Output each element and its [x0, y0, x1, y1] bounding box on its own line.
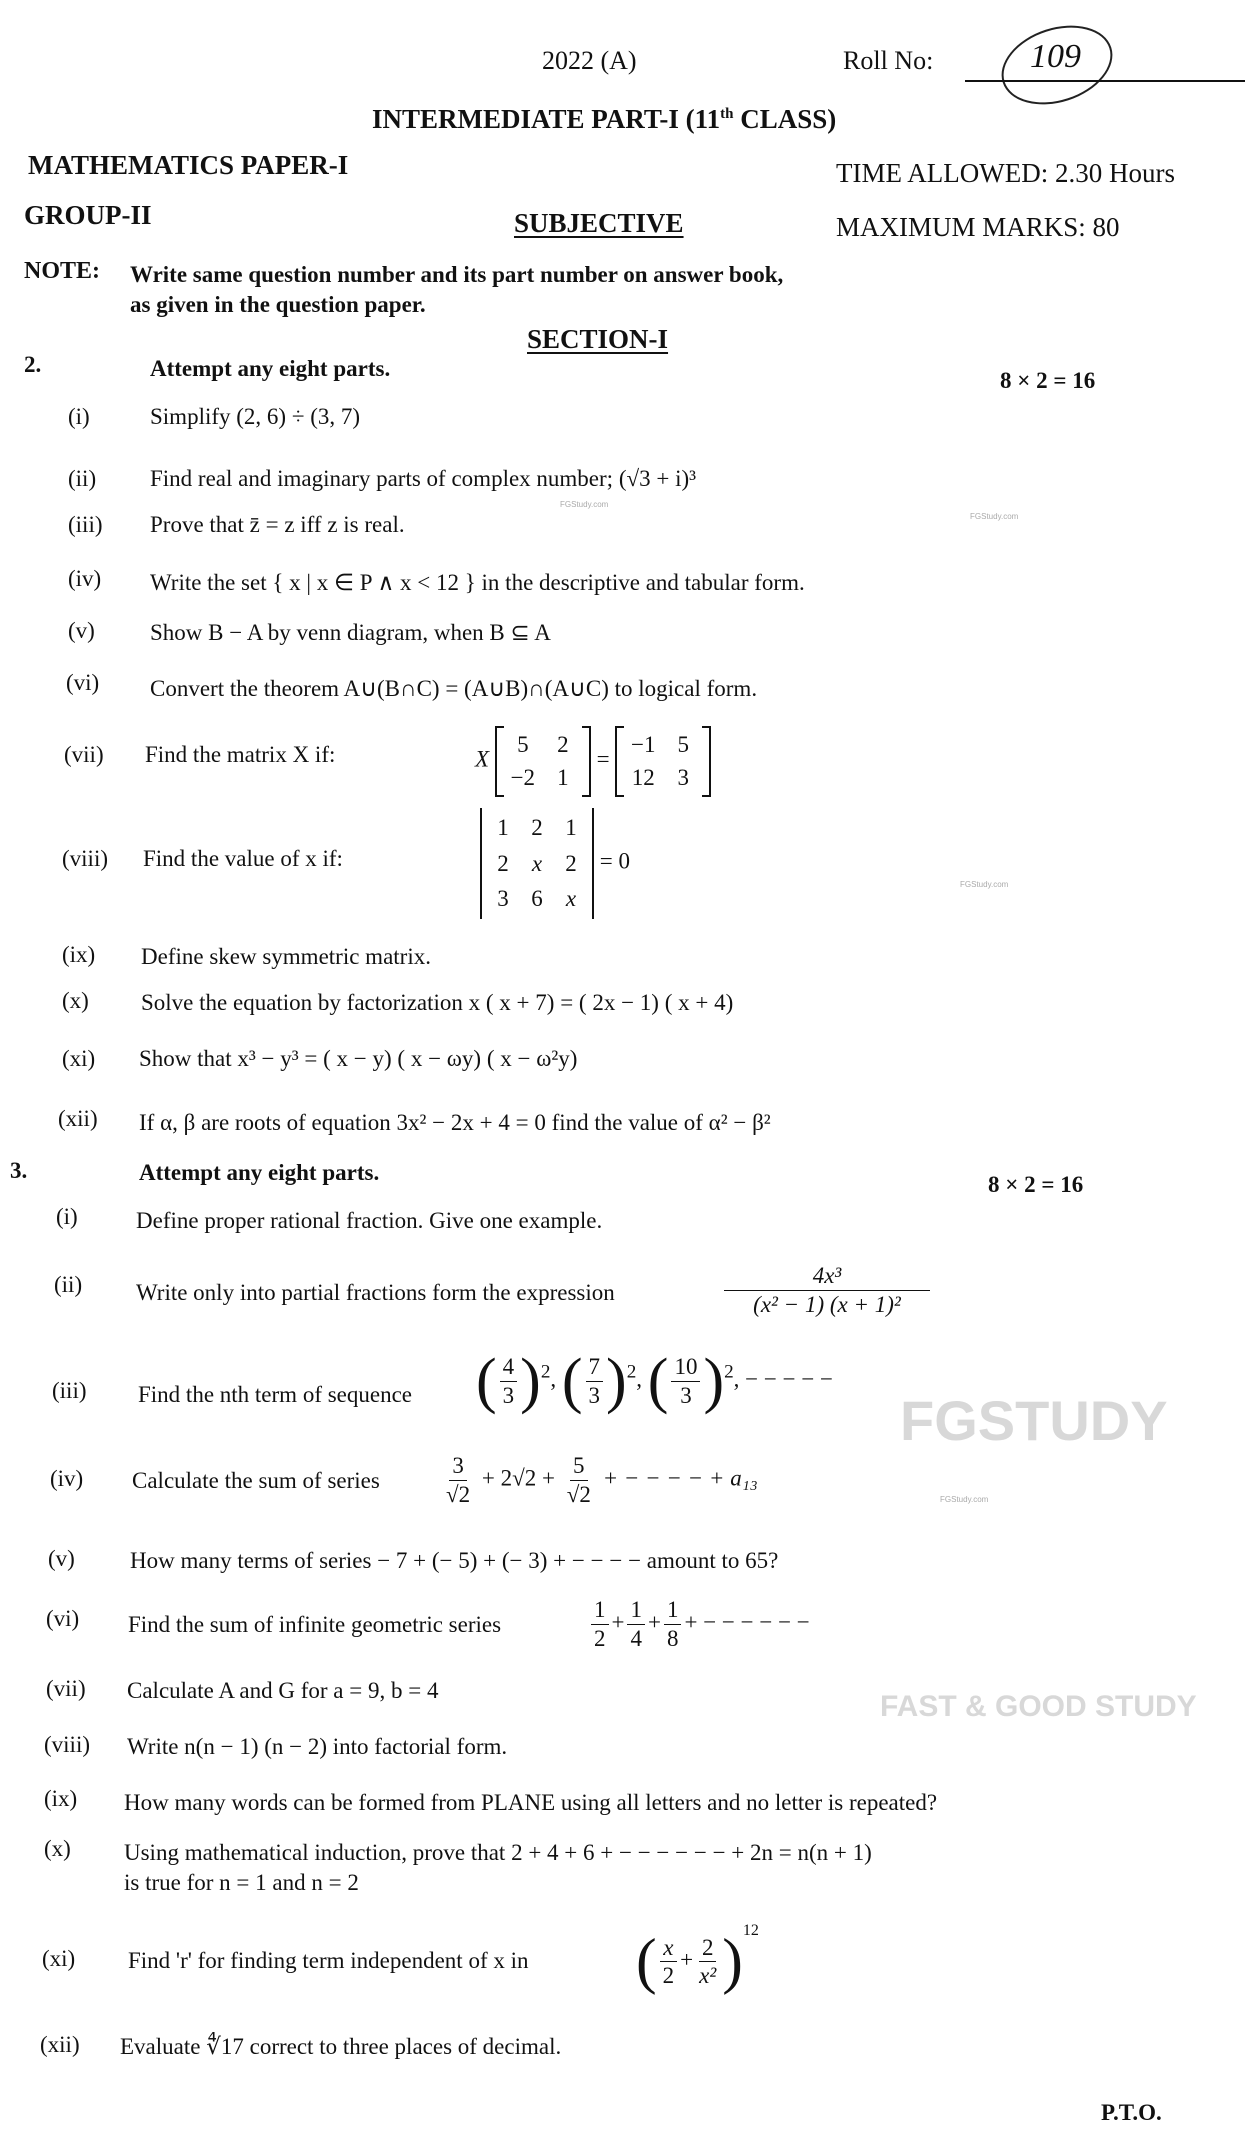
- part-label: (vi): [66, 670, 100, 695]
- part-text: is true for n = 1 and n = 2: [124, 1870, 359, 1895]
- watermark-site: FGStudy.com: [960, 880, 1009, 889]
- part-text: Find the value of x if:: [143, 846, 343, 871]
- part-label: (viii): [62, 846, 108, 871]
- time-allowed: TIME ALLOWED: 2.30 Hours: [836, 158, 1175, 188]
- part-text: Evaluate ∜17 correct to three places of decimal.: [120, 2034, 562, 2059]
- part-label: (iii): [68, 512, 103, 537]
- part-label: (v): [68, 618, 95, 643]
- note-text: Write same question number and its part number on answer book,: [130, 262, 784, 287]
- page-turn-note: P.T.O.: [1101, 2100, 1162, 2125]
- determinant-equation: 1 2 1 2 x 2 3 6 x = 0: [480, 808, 630, 919]
- part-text: Write the set { x | x ∈ P ∧ x < 12 } in the descriptive and tabular form.: [150, 570, 805, 595]
- part-text: Simplify (2, 6) ÷ (3, 7): [150, 404, 361, 429]
- part-label: (ii): [68, 466, 97, 491]
- part-text: Define proper rational fraction. Give one example.: [136, 1208, 603, 1233]
- part-text: If α, β are roots of equation 3x² − 2x + 4 = 0 find the value of α² − β²: [139, 1110, 771, 1135]
- part-text: Find the matrix X if:: [145, 742, 336, 767]
- part-text: Convert the theorem A∪(B∩C) = (A∪B)∩(A∪C) to logical form.: [150, 676, 758, 701]
- part-label: (ii): [54, 1272, 83, 1297]
- part-text: Find the sum of infinite geometric series: [128, 1612, 502, 1637]
- part-text: Find real and imaginary parts of complex number; (√3 + i)³: [150, 466, 697, 491]
- subject-name: MATHEMATICS PAPER-I: [28, 150, 349, 180]
- part-label: (iii): [52, 1378, 87, 1403]
- part-text: How many words can be formed from PLANE using all letters and no letter is repeated?: [124, 1790, 938, 1815]
- question-marks: 8 × 2 = 16: [988, 1172, 1084, 1197]
- part-label: (i): [56, 1204, 78, 1229]
- binomial-expression: ( $\frac{x}{2}$ + $\frac{2}{\text{x²}}$ )$^{12}$: [636, 1922, 759, 1996]
- watermark-site: FGStudy.com: [560, 500, 609, 509]
- part-text: Using mathematical induction, prove that 2 + 4 + 6 + − − − − − − + 2n = n(n + 1): [124, 1840, 872, 1865]
- question-number: 3.: [10, 1158, 28, 1183]
- sequence-expression: ( $\frac{4}{3}$ )$^2$, ( $\frac{7}{3}$ )$^2$, ( $\frac{10}{3}$ )$^2$, − − − − −: [476, 1347, 834, 1415]
- geometric-series: $\frac{1}{2}$ + $\frac{1}{4}$ + $\frac{1}{8}$ + − − − − − −: [588, 1596, 810, 1652]
- part-text: Find the nth term of sequence: [138, 1382, 413, 1407]
- part-label: (v): [48, 1546, 75, 1571]
- part-label: (xi): [42, 1946, 76, 1971]
- watermark-site: FGStudy.com: [940, 1495, 989, 1504]
- matrix-a: 5 2 −2 1: [495, 726, 591, 797]
- part-label: (viii): [44, 1732, 90, 1757]
- group: GROUP-II: [24, 200, 152, 230]
- watermark-tagline: FAST & GOOD STUDY: [880, 1690, 1197, 1723]
- paper-type: SUBJECTIVE: [514, 208, 684, 238]
- part-text: Calculate the sum of series: [132, 1468, 380, 1493]
- part-text: How many terms of series − 7 + (− 5) + (− 3) + − − − − amount to 65?: [130, 1548, 779, 1573]
- determinant: 1 2 1 2 x 2 3 6 x: [480, 808, 594, 919]
- part-text: Prove that z̄̄ = z iff z is real.: [150, 512, 405, 537]
- paper-title: INTERMEDIATE PART-I (11th CLASS): [372, 104, 837, 134]
- matrix-b: −1 5 12 3: [615, 726, 711, 797]
- question-instruction: Attempt any eight parts.: [139, 1160, 380, 1185]
- note-label: NOTE:: [24, 258, 101, 284]
- part-text: Solve the equation by factorization x ( x + 7) = ( 2x − 1) ( x + 4): [141, 990, 734, 1015]
- matrix-equation: X 5 2 −2 1 = −1 5 12 3: [475, 726, 711, 797]
- part-label: (vi): [46, 1606, 80, 1631]
- part-text: Write n(n − 1) (n − 2) into factorial form.: [127, 1734, 508, 1759]
- exam-year: 2022 (A): [542, 46, 637, 75]
- part-text: Calculate A and G for a = 9, b = 4: [127, 1678, 439, 1703]
- part-label: (xii): [58, 1106, 98, 1131]
- part-text: Show B − A by venn diagram, when B ⊆ A: [150, 620, 551, 645]
- roll-line: [965, 80, 1245, 82]
- partial-fraction-expression: $\frac{\text{4x³}}{\text{(x² − 1) (x + 1)²}}$: [724, 1262, 930, 1318]
- question-number: 2.: [24, 352, 42, 377]
- note-text: as given in the question paper.: [130, 292, 426, 317]
- roll-value: 109: [1030, 38, 1081, 75]
- watermark-site: FGStudy.com: [970, 512, 1019, 521]
- matrix-x: X: [475, 746, 490, 772]
- part-text: Find 'r' for finding term independent of x in: [128, 1948, 529, 1973]
- part-text: Define skew symmetric matrix.: [141, 944, 431, 969]
- part-label: (xii): [40, 2032, 80, 2057]
- part-label: (vii): [46, 1676, 86, 1701]
- question-marks: 8 × 2 = 16: [1000, 368, 1096, 393]
- part-label: (x): [44, 1836, 71, 1861]
- series-expression: $\frac{3}{√2}$ + 2√2 + $\frac{5}{√2}$ + − − − − + a₁₃: [446, 1453, 758, 1507]
- roll-label: Roll No:: [843, 46, 934, 75]
- part-label: (vii): [64, 742, 104, 767]
- part-label: (iv): [68, 566, 102, 591]
- part-text: Write only into partial fractions form the expression: [136, 1280, 615, 1305]
- part-label: (iv): [50, 1466, 84, 1491]
- question-instruction: Attempt any eight parts.: [150, 356, 391, 381]
- part-label: (ix): [44, 1786, 78, 1811]
- part-text: Show that x³ − y³ = ( x − y) ( x − ωy) ( x − ω²y): [139, 1046, 578, 1071]
- part-label: (xi): [62, 1046, 96, 1071]
- part-label: (i): [68, 404, 90, 429]
- part-label: (x): [62, 988, 89, 1013]
- watermark-brand: FGSTUDY: [900, 1389, 1168, 1452]
- section-title: SECTION-I: [527, 324, 669, 354]
- maximum-marks: MAXIMUM MARKS: 80: [836, 212, 1120, 242]
- part-label: (ix): [62, 942, 96, 967]
